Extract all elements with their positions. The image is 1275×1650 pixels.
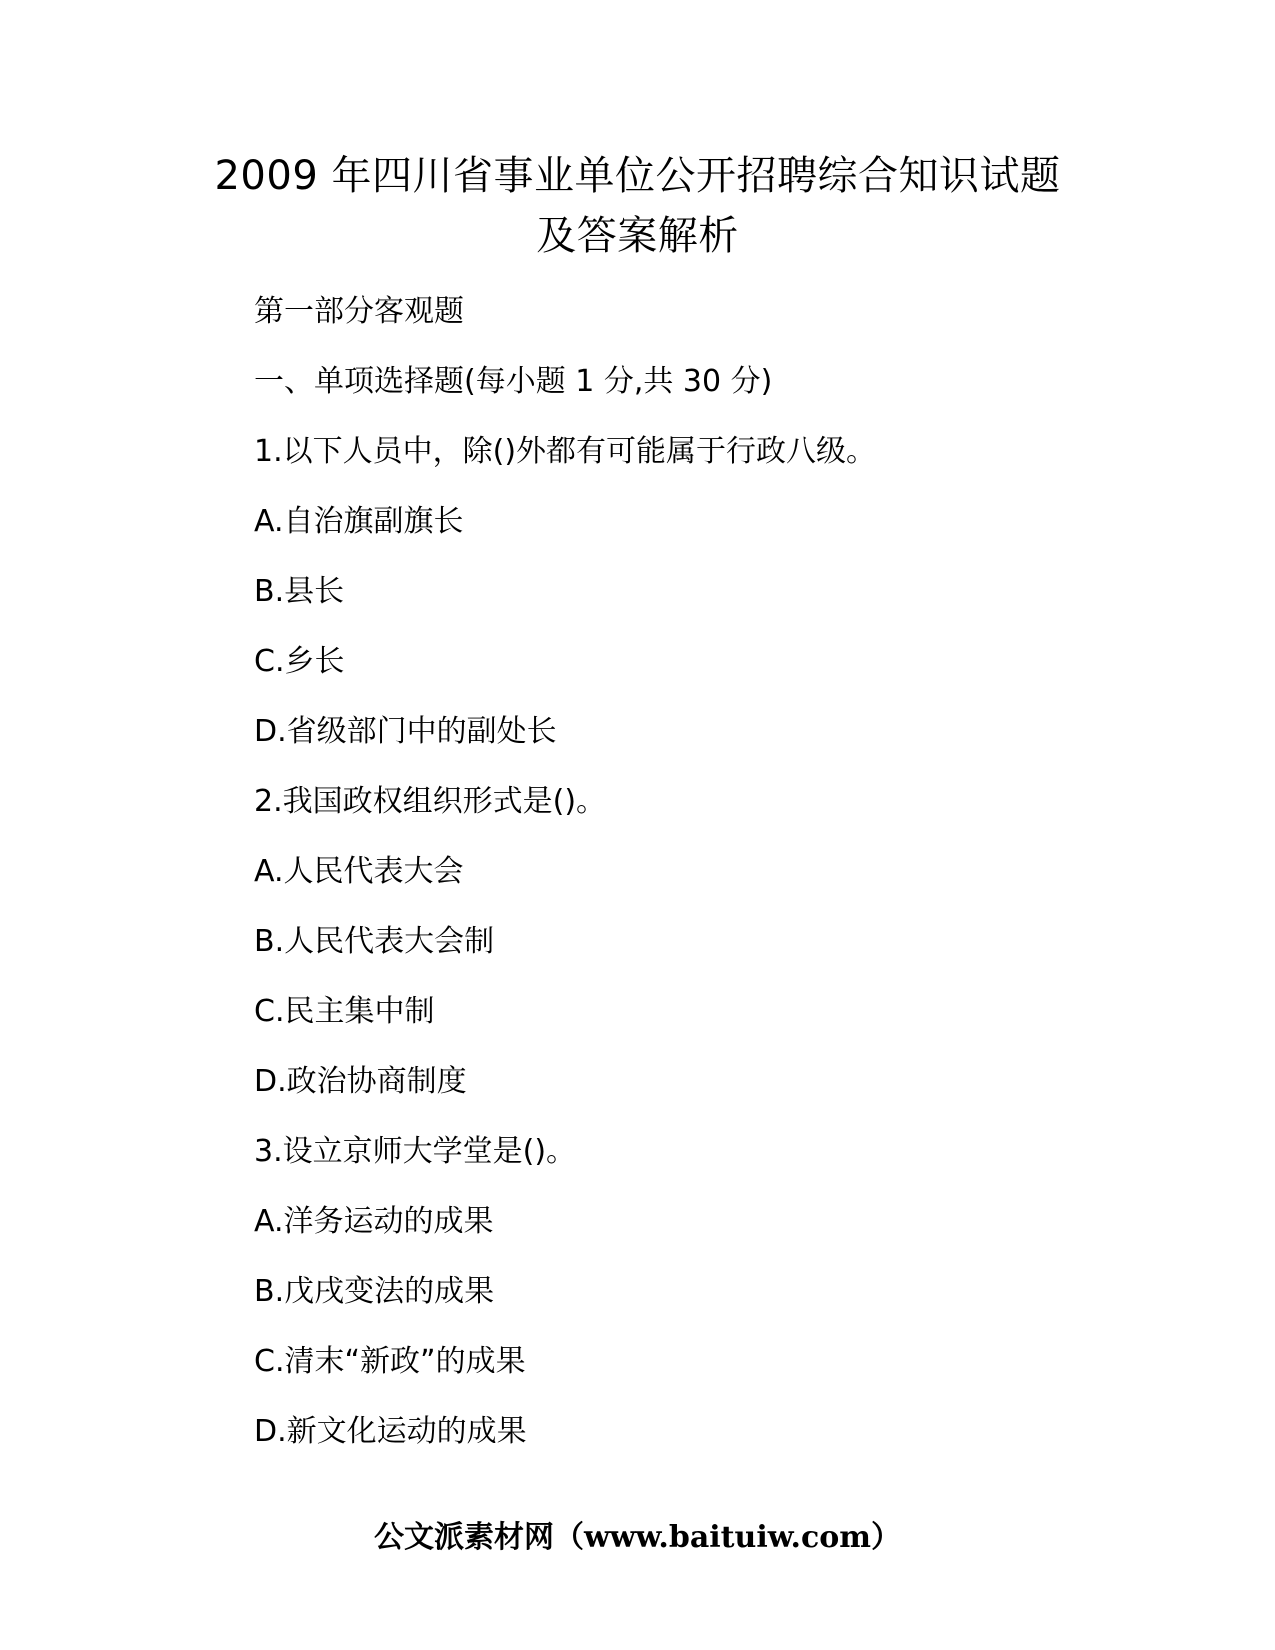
- question-2-option-c: C.民主集中制: [254, 994, 435, 1029]
- question-1-stem: 1.以下人员中，除()外都有可能属于行政八级。: [254, 434, 877, 469]
- question-3-stem: 3.设立京师大学堂是()。: [254, 1134, 577, 1169]
- question-2-option-b: B.人民代表大会制: [254, 924, 495, 959]
- question-3-option-a: A.洋务运动的成果: [254, 1204, 494, 1239]
- source-footer: 公文派素材网（www.baituiw.com）: [373, 1520, 902, 1555]
- question-1-option-a: A.自治旗副旗长: [254, 504, 464, 539]
- question-1-option-c: C.乡长: [254, 644, 345, 679]
- question-2-stem: 2.我国政权组织形式是()。: [254, 784, 607, 819]
- question-3-option-d: D.新文化运动的成果: [254, 1414, 527, 1449]
- question-3-option-c: C.清末“新政”的成果: [254, 1344, 526, 1379]
- question-3-option-b: B.戊戌变法的成果: [254, 1274, 495, 1309]
- question-1-option-d: D.省级部门中的副处长: [254, 714, 557, 749]
- document-title-line-2: 及答案解析: [536, 213, 739, 259]
- question-1-option-b: B.县长: [254, 574, 345, 609]
- section-heading: 一、单项选择题(每小题 1 分,共 30 分): [254, 364, 773, 399]
- question-2-option-d: D.政治协商制度: [254, 1064, 467, 1099]
- question-2-option-a: A.人民代表大会: [254, 854, 464, 889]
- part-heading: 第一部分客观题: [254, 294, 464, 329]
- document-title-line-1: 2009 年四川省事业单位公开招聘综合知识试题: [214, 153, 1061, 199]
